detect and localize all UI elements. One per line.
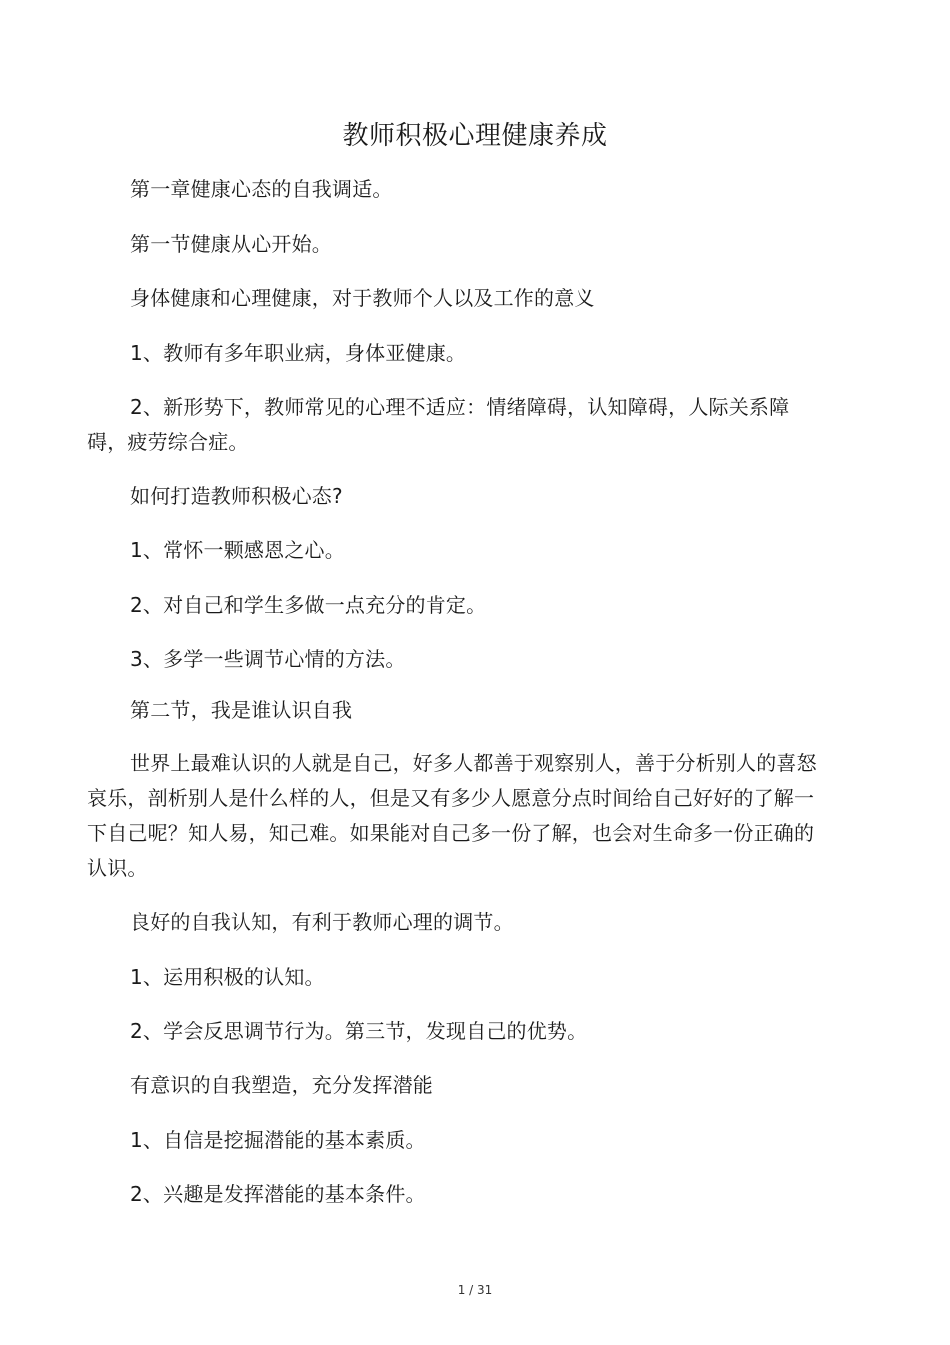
- paragraph: 第一节健康从心开始。: [130, 232, 332, 256]
- paragraph: 身体健康和心理健康，对于教师个人以及工作的意义: [130, 286, 595, 310]
- paragraph: 2、对自己和学生多做一点充分的肯定。: [130, 593, 487, 617]
- paragraph: 1、教师有多年职业病，身体亚健康。: [130, 341, 467, 365]
- paragraph: 第二节，我是谁认识自我: [130, 698, 353, 722]
- paragraph: 如何打造教师积极心态?: [130, 484, 343, 508]
- document-title: 教师积极心理健康养成: [342, 121, 608, 151]
- paragraph: 良好的自我认知，有利于教师心理的调节。: [130, 910, 514, 934]
- paragraph: 2、新形势下，教师常见的心理不适应：情绪障碍，认知障碍，人际关系障碍，疲劳综合症。: [87, 395, 790, 454]
- page-number: 1 / 31: [457, 1283, 493, 1297]
- paragraph: 1、运用积极的认知。: [130, 965, 325, 989]
- paragraph: 有意识的自我塑造，充分发挥潜能: [130, 1073, 433, 1097]
- paragraph: 2、学会反思调节行为。第三节，发现自己的优势。: [130, 1019, 588, 1043]
- paragraph: 第一章健康心态的自我调适。: [130, 177, 393, 201]
- paragraph: 2、兴趣是发挥潜能的基本条件。: [130, 1182, 426, 1206]
- paragraph: 1、常怀一颗感恩之心。: [130, 538, 345, 562]
- paragraph: 世界上最难认识的人就是自己，好多人都善于观察别人，善于分析别人的喜怒哀乐，剖析别人是什么样的人，但是又有多少人愿意分点时间给自己好好的了解一下自己呢？知人易，知己难。如果能对自己多一份了解，也会对生命多一份正确的认识。: [87, 751, 817, 880]
- paragraph: 3、多学一些调节心情的方法。: [130, 647, 406, 671]
- paragraph: 1、自信是挖掘潜能的基本素质。: [130, 1128, 426, 1152]
